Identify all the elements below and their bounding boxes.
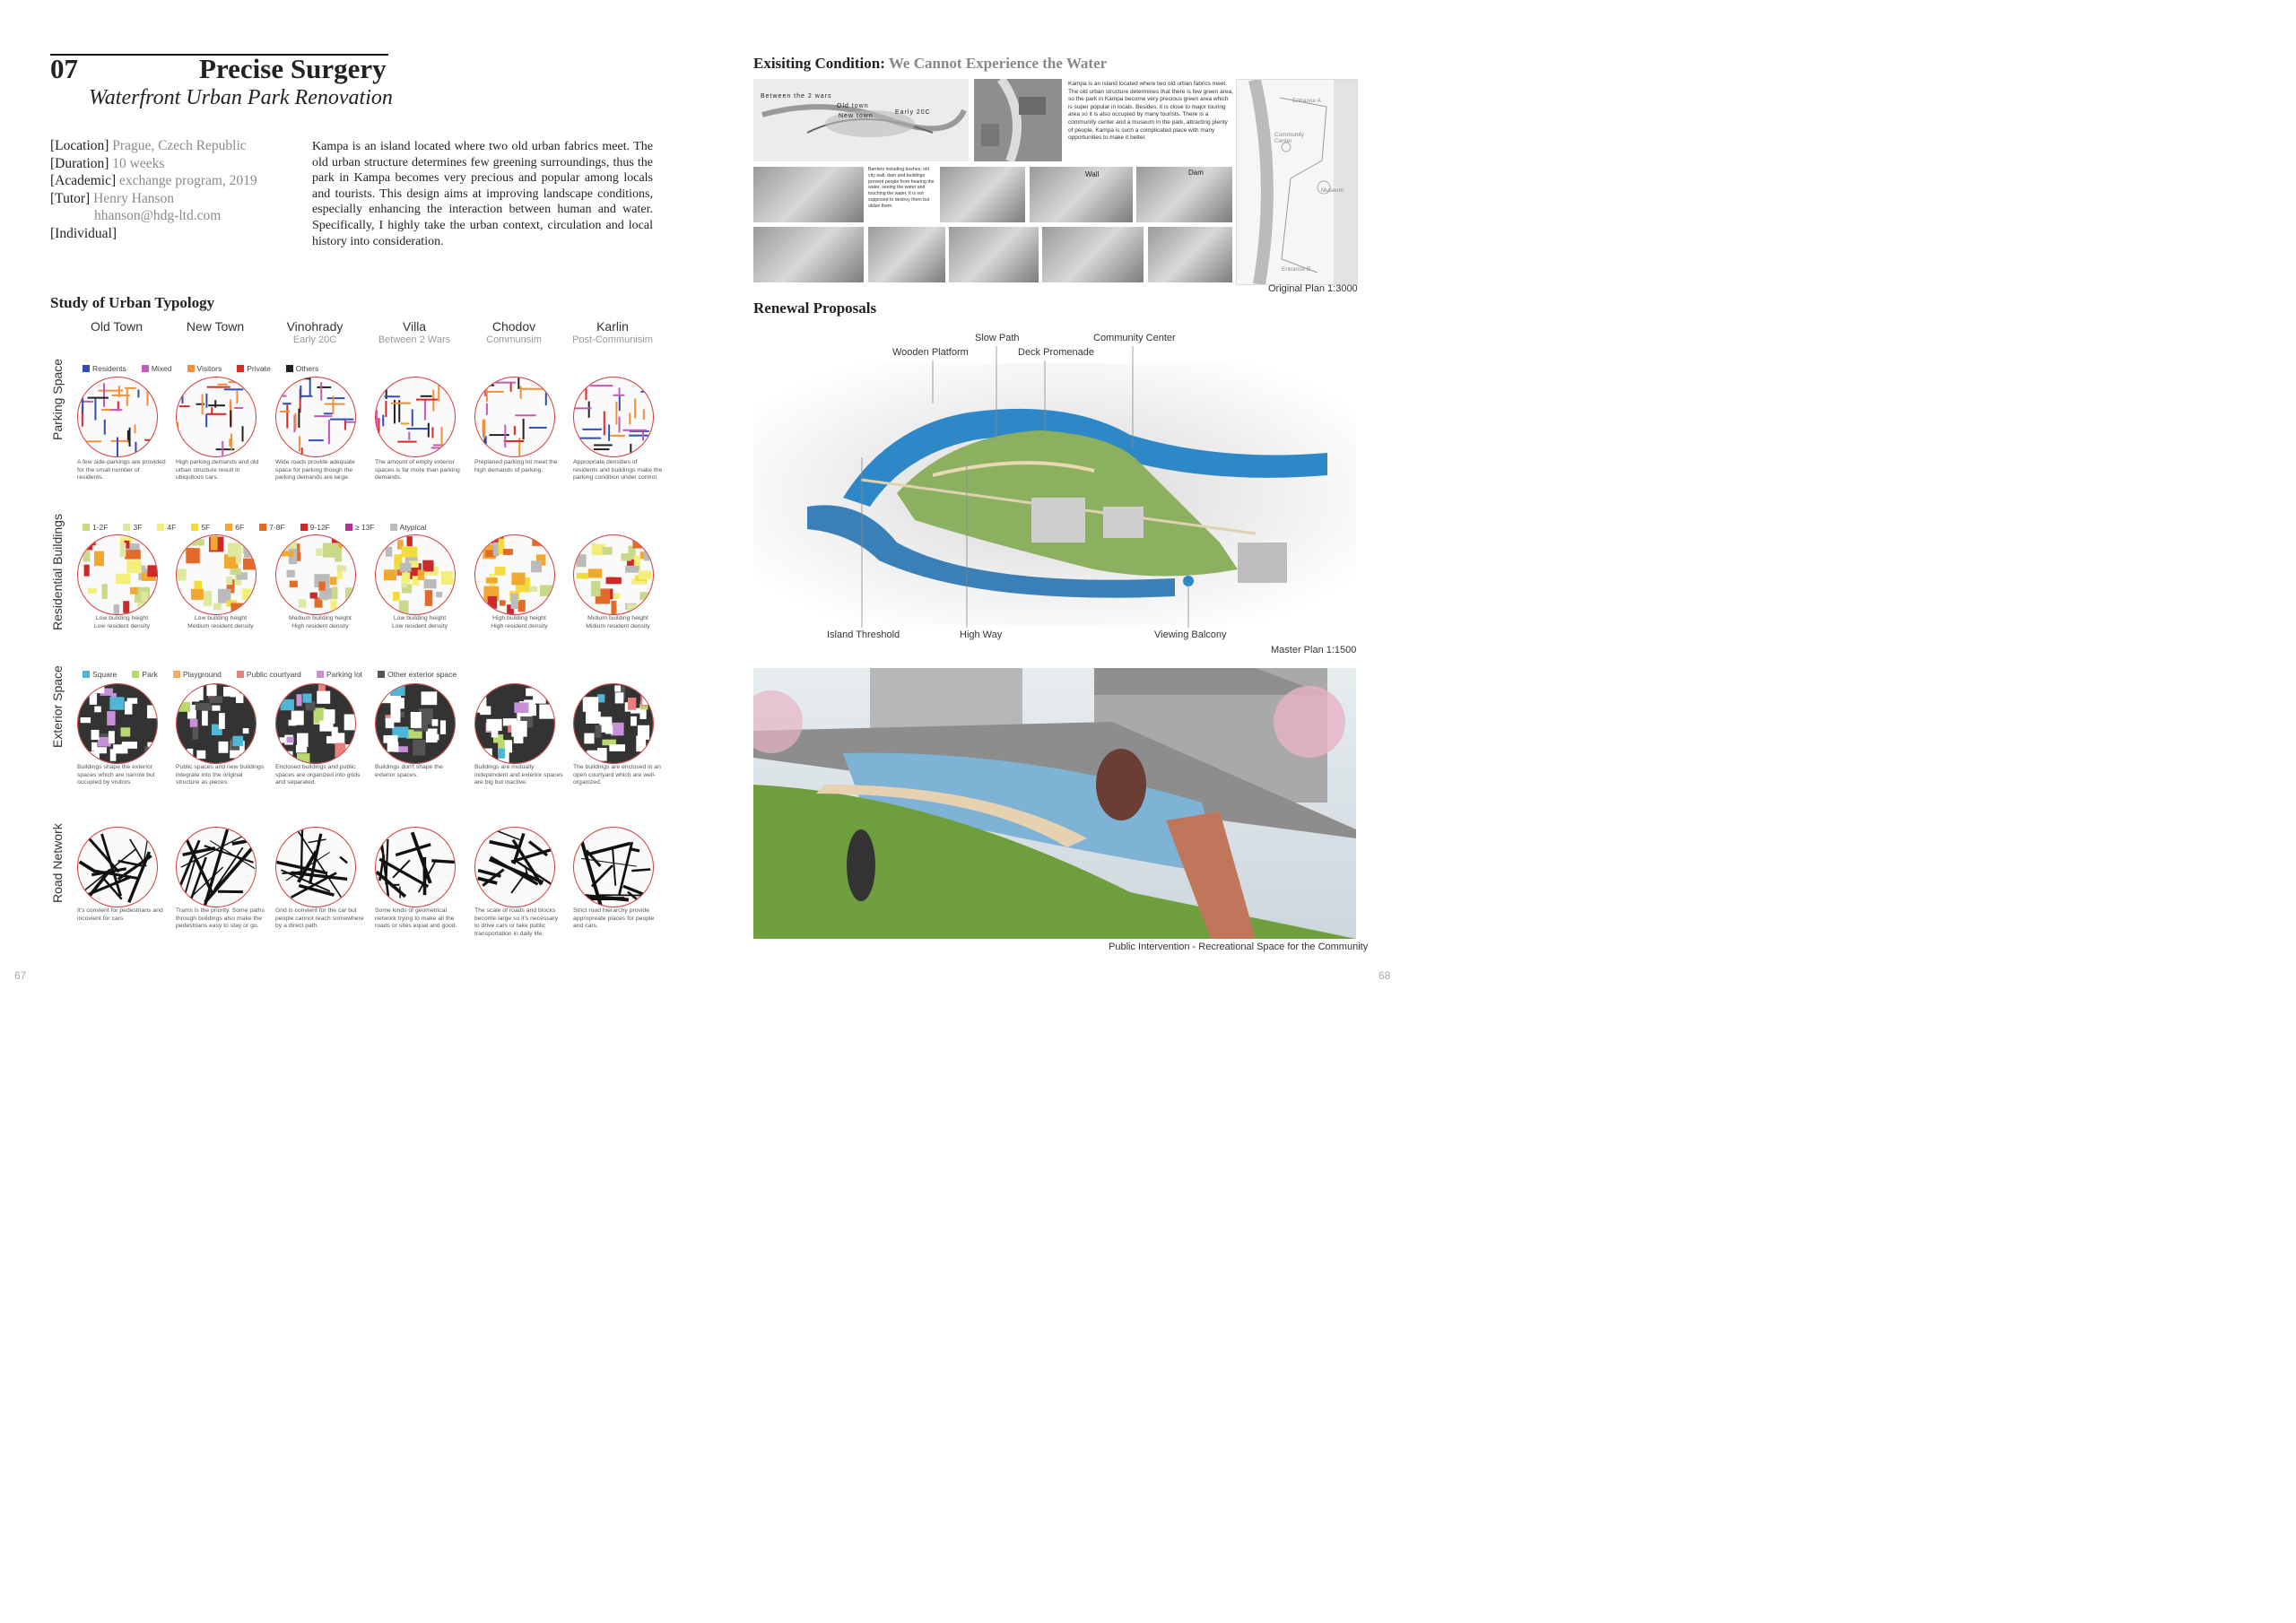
- parking-diagram-5: [573, 377, 654, 457]
- legend-item: [142, 364, 172, 373]
- buildings-diagram-5: [573, 534, 654, 615]
- legend-swatch: [225, 524, 232, 531]
- legend-label: Other exterior space: [387, 670, 457, 679]
- legend-swatch: [187, 365, 195, 372]
- parking-diagram-drawing: [177, 378, 256, 456]
- road-diagram-1: [176, 827, 257, 907]
- legend-label: 9-12F: [309, 523, 330, 532]
- parking-diagram-drawing: [574, 378, 653, 456]
- row-label-parking: Parking Space: [50, 358, 65, 440]
- project-description: Kampa is an island located where two old urban fabrics meet. The old urban structure determines few greening surroundings, thus the park in Kampa becomes very precious and popular among locals and tourists. This design aims at improving landscape conditions, especially enhancing the interaction between human and water. Specifically, I highly take the urban context, circulation and local history into consideration.: [312, 140, 653, 248]
- legend-label: Visitors: [196, 364, 222, 373]
- context-map-drawing: [753, 79, 969, 161]
- exterior-caption-1: Public spaces and new buildings integrate into the original structure as pieces.: [176, 764, 265, 785]
- legend-item: [225, 523, 244, 532]
- legend-swatch: [142, 365, 149, 372]
- column-header-3: Villa: [402, 319, 427, 334]
- road-caption-0: It's convient for pedestrians and incovient for cars.: [77, 907, 163, 922]
- project-title: Precise Surgery: [199, 53, 387, 84]
- buildings-caption-5: Midium building height Midium resident density: [586, 615, 650, 629]
- buildings-diagram-drawing: [276, 535, 355, 614]
- column-subheader-2: Early 20C: [292, 334, 337, 345]
- plan-label-entrance-a: Entrance A: [1292, 98, 1321, 104]
- buildings-caption-0: Low building height Low resident density: [94, 615, 150, 629]
- legend-swatch: [237, 365, 244, 372]
- legend-item: [132, 670, 157, 679]
- meta-duration: 10 weeks: [112, 155, 165, 171]
- legend-item: [123, 523, 142, 532]
- legend-label: 6F: [235, 523, 245, 532]
- legend-label: Playground: [182, 670, 222, 679]
- exterior-diagram-3: [375, 683, 456, 764]
- parking-diagram-3: [375, 377, 456, 457]
- exterior-caption-5: The buildings are enclosed in an open courtyard which are well-organized.: [573, 764, 661, 785]
- buildings-diagram-drawing: [574, 535, 653, 614]
- barrier-text: Barriers including bushes, old city wall, dam and buildings prevent people from hearing the water, seeing the water and touching the water. It is not supposed to destroy them but utilize them.: [868, 167, 935, 209]
- meta-academic: exchange program, 2019: [119, 173, 257, 188]
- legend-swatch: [300, 524, 308, 531]
- row-label-road: Road Network: [50, 823, 65, 903]
- callout-viewing-balcony: Viewing Balcony: [1154, 629, 1227, 640]
- exterior-diagram-drawing: [475, 684, 554, 763]
- parking-diagram-drawing: [376, 378, 455, 456]
- aerial-photo-drawing: [974, 79, 1062, 161]
- original-plan: [1236, 79, 1358, 285]
- legend-label: Public courtyard: [246, 670, 301, 679]
- meta-type: [Individual]: [50, 225, 117, 241]
- legend-label: Residents: [92, 364, 126, 373]
- legend-item: [345, 523, 375, 532]
- legend-label: Square: [92, 670, 117, 679]
- legend-label: Mixed: [151, 364, 172, 373]
- site-photo-2: [940, 167, 1025, 222]
- legend-label: Atypical: [399, 523, 427, 532]
- existing-heading-rest: We Cannot Experience the Water: [888, 55, 1108, 72]
- road-diagram-drawing: [475, 828, 554, 907]
- plan-label-museum: Museum: [1321, 187, 1344, 194]
- legend-item: [191, 523, 210, 532]
- site-photo-wall: [1030, 167, 1133, 222]
- road-caption-3: Some kinds of geometrical network trying to make all the roads or sites equal and good.: [375, 907, 457, 929]
- legend-label: 1-2F: [92, 523, 109, 532]
- legend-item: [237, 364, 270, 373]
- page-number-left: 67: [14, 969, 27, 982]
- road-diagram-4: [474, 827, 555, 907]
- parking-caption-3: The amount of empty exterior spaces is far more than parking demands.: [375, 459, 460, 481]
- column-header-1: New Town: [186, 319, 245, 334]
- parking-caption-1: High parking demands and old urban structure result in ubiquitous cars.: [176, 459, 259, 481]
- legend-item: [83, 670, 117, 679]
- meta-tutor-key: [Tutor]: [50, 190, 91, 206]
- callout-deck-promenade: Deck Promenade: [1018, 347, 1094, 358]
- parking-diagram-0: [77, 377, 158, 457]
- legend-swatch: [157, 524, 164, 531]
- legend-item: [83, 364, 126, 373]
- map-label-newtown: New town: [839, 113, 874, 119]
- column-header-0: Old Town: [90, 319, 144, 334]
- legend-label: 3F: [133, 523, 143, 532]
- exterior-diagram-drawing: [78, 684, 157, 763]
- existing-heading: [753, 55, 1107, 73]
- legend-swatch: [259, 524, 266, 531]
- exterior-diagram-drawing: [177, 684, 256, 763]
- intervention-rendering: [753, 668, 1356, 939]
- site-photo-7: [1148, 227, 1232, 282]
- site-photo-1: [753, 167, 864, 222]
- column-header-5: Karlin: [596, 319, 629, 334]
- road-diagram-drawing: [78, 828, 157, 907]
- exterior-caption-4: Buildings are mutually independent and exterior spaces are big but inactive.: [474, 764, 563, 785]
- legend-label: 4F: [167, 523, 177, 532]
- legend-label: Private: [247, 364, 271, 373]
- column-subheader-5: Post-Communisim: [572, 334, 653, 345]
- road-diagram-0: [77, 827, 158, 907]
- buildings-diagram-2: [275, 534, 356, 615]
- plan-label-community: Community Center: [1274, 132, 1304, 144]
- road-diagram-drawing: [574, 828, 653, 907]
- context-map: [753, 79, 969, 161]
- project-subtitle: Waterfront Urban Park Renovation: [89, 86, 393, 109]
- meta-academic-key: [Academic]: [50, 173, 117, 188]
- legend-swatch: [237, 671, 244, 678]
- legend-swatch: [390, 524, 397, 531]
- legend-label: 7-8F: [269, 523, 285, 532]
- legend-swatch: [132, 671, 139, 678]
- buildings-caption-4: High building height High resident density: [491, 615, 548, 629]
- legend-swatch: [123, 524, 130, 531]
- buildings-caption-2: Medium building height High resident density: [289, 615, 352, 629]
- legend-label: Others: [295, 364, 319, 373]
- legend-swatch: [317, 671, 324, 678]
- meta-location: Prague, Czech Republic: [112, 138, 247, 153]
- legend-swatch: [173, 671, 180, 678]
- exterior-diagram-2: [275, 683, 356, 764]
- buildings-diagram-drawing: [177, 535, 256, 614]
- legend-swatch: [191, 524, 198, 531]
- parking-diagram-drawing: [276, 378, 355, 456]
- column-header-4: Chodov: [491, 319, 536, 334]
- parking-caption-2: Wide roads provide adequate space for parking though the parking demands are large.: [275, 459, 355, 481]
- legend-item: [173, 670, 222, 679]
- exterior-diagram-1: [176, 683, 257, 764]
- legend-item: [300, 523, 330, 532]
- buildings-diagram-drawing: [78, 535, 157, 614]
- buildings-diagram-drawing: [475, 535, 554, 614]
- exterior-diagram-0: [77, 683, 158, 764]
- legend-label: 5F: [201, 523, 211, 532]
- buildings-diagram-3: [375, 534, 456, 615]
- road-caption-1: Trams is the priority. Some paths through buildings also make the pedestrians easy to stay or go.: [176, 907, 265, 929]
- road-diagram-5: [573, 827, 654, 907]
- project-meta: [50, 137, 257, 242]
- road-diagram-drawing: [177, 828, 256, 907]
- callout-community-center: Community Center: [1093, 333, 1176, 343]
- exterior-diagram-drawing: [376, 684, 455, 763]
- exterior-diagram-5: [573, 683, 654, 764]
- road-diagram-3: [375, 827, 456, 907]
- master-plan-caption: Master Plan 1:1500: [1271, 645, 1357, 655]
- project-number: 07: [50, 53, 78, 84]
- typology-heading: Study of Urban Typology: [50, 294, 215, 311]
- road-caption-5: Strict road hierarchy provide appropreate places for people and cars.: [573, 907, 655, 929]
- map-label-between: Between the 2 wars: [761, 93, 832, 100]
- exterior-caption-2: Enclosed buildings and public spaces are organized into grids and separated.: [275, 764, 361, 785]
- legend-item: [390, 523, 427, 532]
- meta-duration-key: [Duration]: [50, 155, 109, 171]
- exterior-caption-0: Buildings shape the exterior spaces which are narrow but occupied by visitors.: [77, 764, 155, 785]
- road-caption-2: Grid is convient for the car but people cannot reach somewhere by a direct path.: [275, 907, 364, 929]
- buildings-diagram-1: [176, 534, 257, 615]
- photo-label-dam: Dam: [1188, 169, 1204, 177]
- row-label-buildings: Residential Buildings: [50, 514, 65, 630]
- legend-item: [187, 364, 222, 373]
- road-diagram-2: [275, 827, 356, 907]
- legend-item: [157, 523, 176, 532]
- legend-item: [378, 670, 457, 679]
- road-diagram-drawing: [276, 828, 355, 907]
- legend-item: [286, 364, 319, 373]
- legend-item: [83, 523, 108, 532]
- exterior-diagram-drawing: [574, 684, 653, 763]
- legend-label: Parking lot: [326, 670, 363, 679]
- column-subheader-4: Communsim: [486, 334, 542, 345]
- parking-legend: [83, 364, 331, 373]
- parking-diagram-4: [474, 377, 555, 457]
- legend-swatch: [345, 524, 352, 531]
- buildings-caption-3: Low building height Low resident density: [392, 615, 448, 629]
- plan-label-entrance-b: Entrance B: [1282, 266, 1311, 273]
- parking-diagram-drawing: [475, 378, 554, 456]
- site-photo-6: [1042, 227, 1144, 282]
- rendering-drawing: [753, 668, 1356, 939]
- legend-swatch: [83, 671, 90, 678]
- exterior-caption-3: Buildings don't shape the exterior spaces.: [375, 764, 443, 778]
- legend-swatch: [83, 365, 90, 372]
- parking-caption-4: Preplaned parking lot meet the high demands of parking.: [474, 459, 558, 473]
- photo-label-wall: Wall: [1085, 170, 1100, 178]
- callout-leaders: [753, 341, 1356, 637]
- map-label-early20c: Early 20C: [895, 109, 931, 116]
- existing-heading-bold: Exisiting Condition:: [753, 55, 885, 72]
- meta-location-key: [Location]: [50, 138, 109, 153]
- original-plan-caption: Original Plan 1:3000: [1268, 283, 1358, 294]
- buildings-diagram-4: [474, 534, 555, 615]
- site-photo-4: [868, 227, 945, 282]
- meta-tutor: Henry Hanson: [93, 190, 175, 206]
- road-diagram-drawing: [376, 828, 455, 907]
- callout-slow-path: Slow Path: [975, 333, 1020, 343]
- renewal-heading: Renewal Proposals: [753, 299, 877, 317]
- callout-island-threshold: Island Threshold: [827, 629, 900, 640]
- legend-swatch: [83, 524, 90, 531]
- parking-caption-0: A few side-parkings are provided for the small number of residents.: [77, 459, 166, 481]
- original-plan-drawing: [1237, 80, 1357, 284]
- exterior-legend: [83, 670, 469, 679]
- road-caption-4: The scale of roads and blocks become large so it's necessary to drive cars or take public transportation in daily life.: [474, 907, 559, 937]
- buildings-diagram-0: [77, 534, 158, 615]
- aerial-photo: [974, 79, 1062, 161]
- row-label-exterior: Exterior Space: [50, 665, 65, 748]
- buildings-caption-1: Low building height Medium resident density: [187, 615, 254, 629]
- buildings-diagram-drawing: [376, 535, 455, 614]
- meta-tutor-email[interactable]: hhanson@hdg-ltd.com: [94, 208, 222, 223]
- parking-diagram-2: [275, 377, 356, 457]
- exterior-diagram-4: [474, 683, 555, 764]
- parking-caption-5: Appropriate densities of residents and buildings make the parking condition under control.: [573, 459, 663, 481]
- column-subheader-3: Between 2 Wars: [378, 334, 451, 345]
- legend-label: ≥ 13F: [354, 523, 375, 532]
- legend-swatch: [378, 671, 385, 678]
- map-label-oldtown: Old town: [837, 103, 869, 109]
- legend-swatch: [286, 365, 293, 372]
- existing-inset-text: Kampa is an island located where two old urban fabrics meet. The old urban structure determines that there is few green area, so the park in Kampa become very precious green area which is super popular in locals. Besides, it is close to major touring area so it is also occupied by many tourists. There is a community center and a museum in the park, attracting plenty of people. Kampa is such a complicated place with many opportunities to make it better.: [1068, 81, 1233, 142]
- site-photo-3: [753, 227, 864, 282]
- parking-diagram-1: [176, 377, 257, 457]
- column-header-2: Vinohrady: [286, 319, 344, 334]
- page-number-right: 68: [1378, 969, 1391, 982]
- site-photo-5: [949, 227, 1039, 282]
- buildings-legend: [83, 523, 439, 532]
- parking-diagram-drawing: [78, 378, 157, 456]
- callout-high-way: High Way: [960, 629, 1003, 640]
- exterior-diagram-drawing: [276, 684, 355, 763]
- legend-item: [317, 670, 362, 679]
- rendering-caption: Public Intervention - Recreational Space for the Community: [1109, 942, 1369, 952]
- legend-item: [259, 523, 284, 532]
- legend-item: [237, 670, 301, 679]
- site-photo-dam: [1136, 167, 1232, 222]
- callout-wooden-platform: Wooden Platform: [892, 347, 969, 358]
- legend-label: Park: [142, 670, 158, 679]
